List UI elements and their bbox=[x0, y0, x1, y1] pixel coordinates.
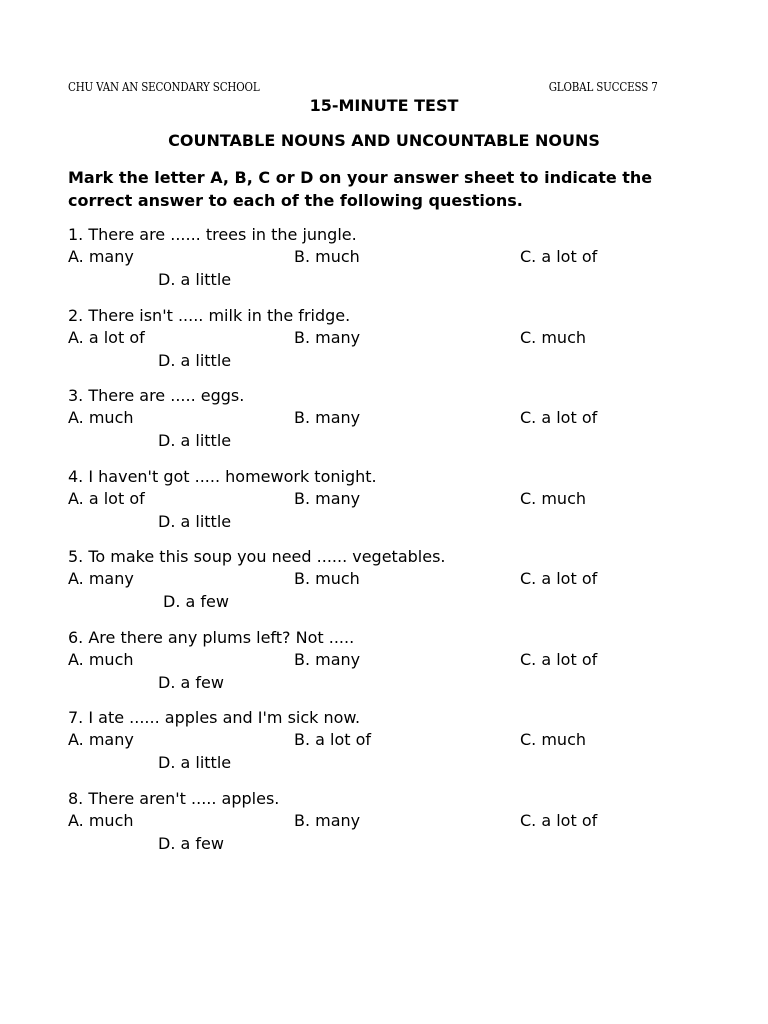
option-b: B. many bbox=[294, 649, 361, 669]
option-c: C. a lot of bbox=[520, 649, 598, 669]
option-a: A. much bbox=[68, 810, 134, 830]
question-text: 1. There are ...... trees in the jungle. bbox=[68, 225, 357, 244]
question-1 bbox=[68, 224, 708, 305]
test-title: 15-MINUTE TEST bbox=[309, 96, 459, 115]
question-6 bbox=[68, 627, 708, 708]
question-text: 6. Are there any plums left? Not ..... bbox=[68, 627, 355, 647]
option-b: B. a lot of bbox=[294, 730, 372, 749]
test-subtitle: COUNTABLE NOUNS AND UNCOUNTABLE NOUNS bbox=[168, 131, 600, 150]
option-b: B. many bbox=[294, 488, 361, 508]
options-row bbox=[68, 488, 708, 510]
option-c: C. much bbox=[520, 327, 587, 347]
option-a: A. many bbox=[68, 730, 134, 749]
option-a: A. many bbox=[68, 247, 134, 266]
options-row bbox=[68, 407, 708, 429]
option-c: C. a lot of bbox=[520, 569, 598, 588]
question-2 bbox=[68, 305, 708, 386]
options-row bbox=[68, 568, 708, 590]
options-row bbox=[68, 327, 708, 349]
options-row bbox=[68, 729, 708, 751]
option-a: A. much bbox=[68, 649, 134, 669]
question-3 bbox=[68, 385, 708, 466]
option-d: D. a few bbox=[163, 592, 229, 611]
option-b: B. many bbox=[294, 408, 361, 427]
instructions: Mark the letter A, B, C or D on your answer sheet to indicate the correct answer to each of the following questions. bbox=[68, 168, 653, 210]
option-a: A. a lot of bbox=[68, 488, 145, 508]
question-text: 8. There aren't ..... apples. bbox=[68, 788, 280, 808]
option-c: C. much bbox=[520, 488, 587, 508]
course-series: GLOBAL SUCCESS 7 bbox=[549, 80, 658, 94]
question-text: 4. I haven't got ..... homework tonight. bbox=[68, 466, 377, 486]
question-text: 7. I ate ...... apples and I'm sick now. bbox=[68, 708, 361, 727]
option-a: A. much bbox=[68, 408, 134, 427]
option-d: D. a little bbox=[158, 753, 232, 772]
option-d: D. a few bbox=[158, 833, 224, 853]
option-d: D. a little bbox=[158, 350, 232, 370]
option-b: B. many bbox=[294, 810, 361, 830]
options-row bbox=[68, 810, 708, 832]
question-text: 3. There are ..... eggs. bbox=[68, 386, 245, 405]
option-b: B. many bbox=[294, 327, 361, 347]
option-d: D. a few bbox=[158, 672, 224, 692]
options-row bbox=[68, 246, 708, 268]
option-b: B. much bbox=[294, 569, 360, 588]
question-8 bbox=[68, 788, 708, 869]
school-name: CHU VAN AN SECONDARY SCHOOL bbox=[68, 80, 260, 94]
option-a: A. many bbox=[68, 569, 134, 588]
option-c: C. a lot of bbox=[520, 247, 598, 266]
question-text: 2. There isn't ..... milk in the fridge. bbox=[68, 305, 351, 325]
option-c: C. a lot of bbox=[520, 810, 598, 830]
option-c: C. a lot of bbox=[520, 408, 598, 427]
options-row bbox=[68, 649, 708, 671]
option-a: A. a lot of bbox=[68, 327, 145, 347]
option-d: D. a little bbox=[158, 511, 232, 531]
question-5 bbox=[68, 546, 708, 627]
option-c: C. much bbox=[520, 730, 587, 749]
question-7 bbox=[68, 707, 708, 788]
question-list bbox=[68, 224, 708, 868]
option-b: B. much bbox=[294, 247, 360, 266]
question-text: 5. To make this soup you need ...... vegetables. bbox=[68, 547, 446, 566]
option-d: D. a little bbox=[158, 431, 232, 450]
option-d: D. a little bbox=[158, 270, 232, 289]
question-4 bbox=[68, 466, 708, 547]
